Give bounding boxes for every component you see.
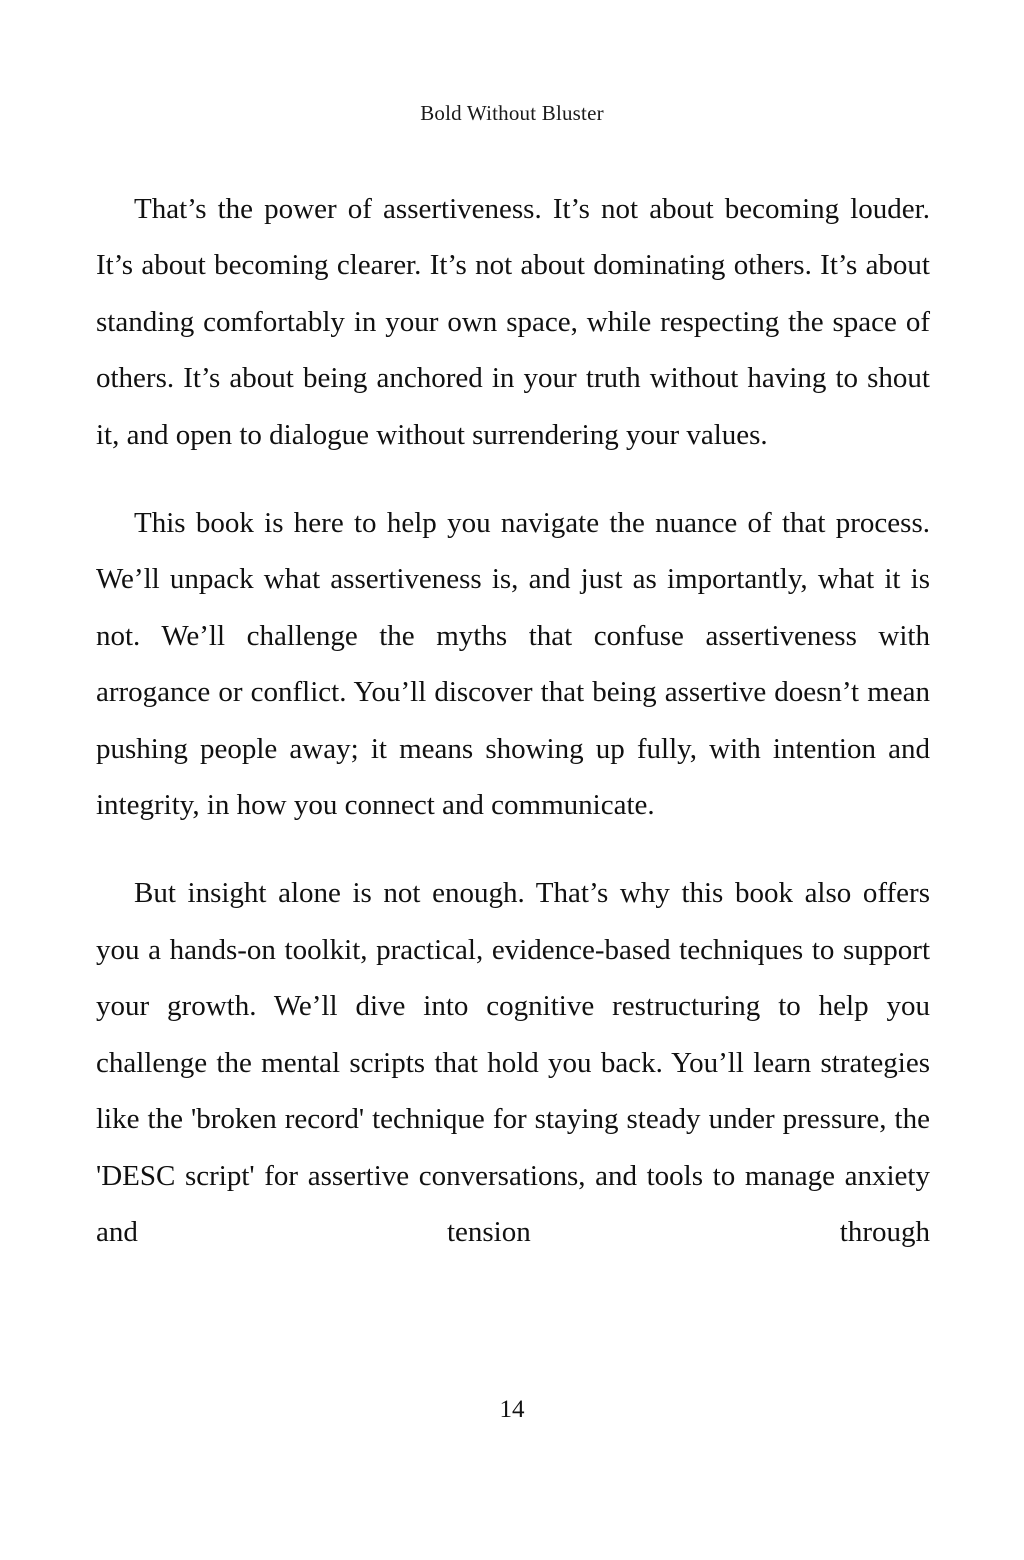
paragraph-3: But insight alone is not enough. That’s why this book also offers you a hands-on toolkit, practical, evidence-based techniques to support your growth. We’ll dive into cognitive restructuring to help you challenge the mental scripts that hold you back. You’ll learn strategies like the 'broken record' technique for staying steady under pressure, the 'DESC script' for assertive conversations, and tools to manage anxiety and tension through (96, 877, 930, 1248)
paragraph-1: That’s the power of assertiveness. It’s not about becoming louder. It’s about becoming clearer. It’s not about dominating others. It’s about standing comfortably in your own space, while respecting the space of others. It’s about being anchored in your truth without having to shout it, and open to dialogue without surrendering your values. (96, 193, 930, 451)
running-header-title: Bold Without Bluster (420, 101, 604, 125)
body-text (96, 181, 930, 1260)
page-number: 14 (499, 1396, 525, 1423)
paragraph-2: This book is here to help you navigate the nuance of that process. We’ll unpack what assertiveness is, and just as importantly, what it is not. We’ll challenge the myths that confuse assertiveness with arrogance or conflict. You’ll discover that being assertive doesn’t mean pushing people away; it means showing up fully, with intention and integrity, in how you connect and communicate. (96, 507, 930, 822)
